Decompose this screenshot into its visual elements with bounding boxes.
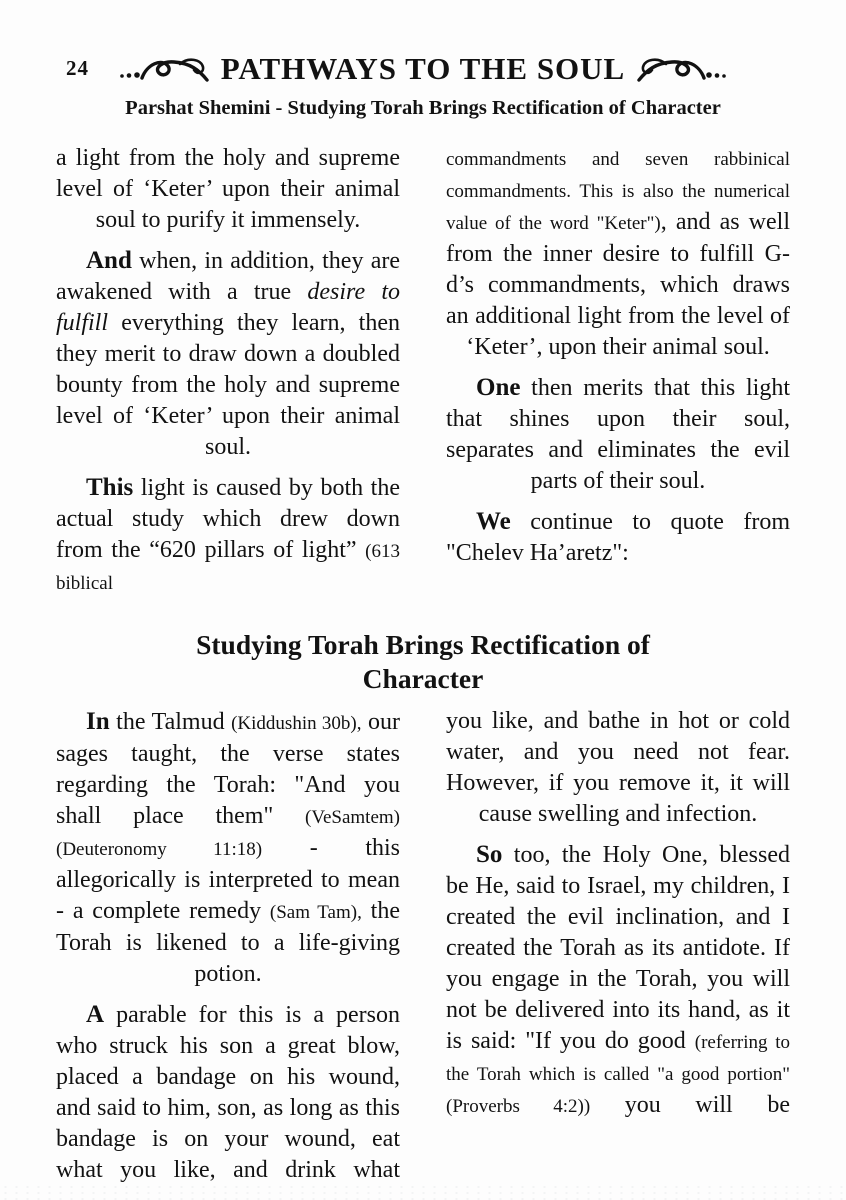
chapter-subtitle: Parshat Shemini - Studying Torah Brings Rectification of Character bbox=[125, 97, 721, 119]
text-run: (613 biblical bbox=[56, 541, 400, 594]
text-run: the Torah is likened to a life-giving potion. bbox=[56, 898, 400, 987]
bottom-right-column bbox=[446, 706, 790, 1195]
book-title: PATHWAYS TO THE SOUL bbox=[220, 51, 626, 86]
paragraph bbox=[446, 506, 790, 569]
paragraph bbox=[446, 706, 790, 830]
scan-noise-band bbox=[0, 1184, 846, 1200]
text-run: too, the Holy One, blessed be He, said to Israel, my children, I created the evil inclination, and I created the Torah as its antidote. If you engage in the Torah, you will not be delivered into its hand, as it is said: "If you do good bbox=[446, 842, 790, 1054]
text-run: One bbox=[476, 374, 521, 401]
paragraph bbox=[56, 245, 400, 463]
text-run: the Talmud bbox=[109, 709, 232, 735]
text-run: A bbox=[86, 1001, 105, 1028]
text-run: (referring to the Torah which is called "a good portion" (Proverbs 4:2)) bbox=[446, 1032, 790, 1117]
paragraph bbox=[56, 143, 400, 236]
text-run: So bbox=[476, 841, 503, 868]
text-run: We bbox=[476, 508, 511, 535]
text-run: (Kiddushin 30b), bbox=[231, 713, 362, 734]
paragraph bbox=[56, 706, 400, 990]
text-run: desire to fulfill bbox=[56, 279, 401, 336]
page-header bbox=[0, 0, 846, 120]
flourish-left-icon bbox=[117, 54, 211, 84]
section-heading: Studying Torah Brings Rectification of Character bbox=[196, 629, 650, 694]
text-run: In bbox=[86, 708, 110, 735]
text-run: you will be bbox=[590, 1092, 790, 1118]
text-run: parable for this is a person who struck his son a great blow, placed a bandage on his wound, and said to him, son, as long as this bandage is on your wound, eat what you like, and drink what bbox=[56, 1002, 400, 1183]
text-run: - this allegorically is interpreted to mean - a complete remedy bbox=[56, 835, 400, 924]
top-text-section bbox=[0, 143, 846, 608]
paragraph bbox=[446, 143, 790, 363]
text-run: a light from the holy and supreme level of ‘Keter’ upon their animal soul to purify it immensely. bbox=[56, 145, 400, 233]
text-run: And bbox=[86, 247, 132, 274]
text-run: (Sam Tam), bbox=[269, 902, 362, 923]
text-run: This bbox=[86, 474, 134, 501]
text-run: you like, and bathe in hot or cold water, and you need not fear. However, if you remove it, it will cause swelling and infection. bbox=[446, 708, 790, 827]
bottom-left-column bbox=[56, 706, 400, 1195]
text-run: , and as well from the inner desire to fulfill G-d’s commandments, which draws an additional light from the level of ‘Keter’, upon their animal soul. bbox=[446, 209, 790, 360]
top-right-column bbox=[446, 143, 790, 608]
top-left-column bbox=[56, 143, 400, 608]
page-number: 24 bbox=[66, 56, 89, 80]
text-run: light is caused by both the actual study which drew down from the “620 pillars of light” bbox=[56, 475, 400, 563]
text-run: commandments and seven rabbinical commandments. This is also the numerical value of the word "Keter") bbox=[446, 149, 790, 234]
paragraph bbox=[56, 472, 400, 599]
paragraph bbox=[56, 999, 400, 1186]
text-run: (VeSamtem) (Deuteronomy 11:18) bbox=[56, 807, 400, 860]
text-run: everything they learn, then they merit to draw down a doubled bounty from the holy and supreme level of ‘Keter’ upon their animal soul. bbox=[56, 310, 400, 460]
paragraph bbox=[446, 839, 790, 1122]
flourish-right-icon bbox=[635, 54, 729, 84]
bottom-text-section bbox=[0, 706, 846, 1195]
text-run: when, in addition, they are awakened with a true bbox=[56, 248, 400, 305]
title-row bbox=[0, 48, 846, 90]
text-run: continue to quote from "Chelev Ha’aretz": bbox=[446, 509, 790, 566]
paragraph bbox=[446, 372, 790, 497]
text-run: then merits that this light that shines upon their soul, separates and eliminates the evil parts of their soul. bbox=[446, 375, 790, 494]
text-run: our sages taught, the verse states regarding the Torah: "And you shall place them" bbox=[56, 709, 401, 829]
